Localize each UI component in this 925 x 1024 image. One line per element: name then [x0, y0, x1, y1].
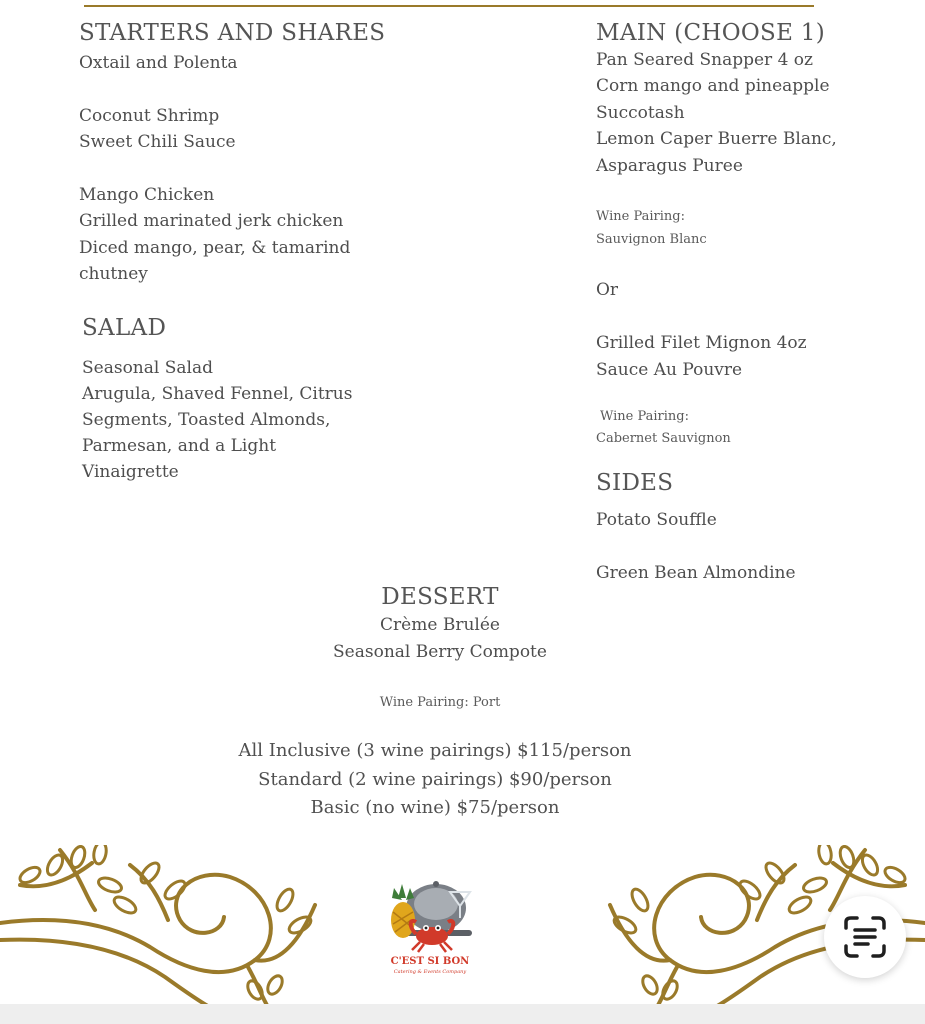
wine-pairing-value: Cabernet Sauvignon — [596, 431, 731, 446]
left-flourish-ornament — [0, 845, 320, 1010]
or-separator: Or — [596, 280, 619, 300]
sides-heading: SIDES — [596, 470, 674, 496]
dessert-wine-pairing: Wine Pairing: Port — [379, 695, 501, 710]
top-divider — [84, 5, 814, 7]
dessert-line: Crème Brulée — [380, 615, 500, 635]
salad-line: Vinaigrette — [82, 462, 179, 482]
salad-line: Arugula, Shaved Fennel, Citrus — [82, 384, 353, 404]
main-option-line: Succotash — [596, 103, 685, 123]
bottom-edge-band — [0, 1004, 925, 1024]
crab-pineapple-cloche-logo — [380, 876, 480, 976]
price-all-inclusive: All Inclusive (3 wine pairings) $115/person — [238, 740, 632, 761]
salad-line: Parmesan, and a Light — [82, 436, 277, 456]
wine-pairing-label: Wine Pairing: — [596, 209, 686, 224]
starters-heading: STARTERS AND SHARES — [79, 20, 386, 46]
dessert-line: Seasonal Berry Compote — [333, 642, 547, 662]
main-heading: MAIN (CHOOSE 1) — [596, 20, 825, 46]
logo-name: C'EST SI BON — [390, 956, 470, 967]
sides-line: Green Bean Almondine — [596, 563, 796, 583]
starters-line: Grilled marinated jerk chicken — [79, 211, 344, 231]
price-basic: Basic (no wine) $75/person — [310, 797, 560, 818]
main-option-line: Pan Seared Snapper 4 oz — [596, 50, 813, 70]
sides-line: Potato Souffle — [596, 510, 717, 530]
wine-pairing-value: Sauvignon Blanc — [596, 232, 707, 247]
dessert-heading: DESSERT — [381, 584, 499, 610]
price-standard: Standard (2 wine pairings) $90/person — [258, 769, 612, 790]
starters-line: chutney — [79, 264, 148, 284]
main-option-line: Sauce Au Pouvre — [596, 360, 743, 380]
salad-line: Segments, Toasted Almonds, — [82, 410, 331, 430]
main-option-line: Grilled Filet Mignon 4oz — [596, 333, 807, 353]
starters-line: Diced mango, pear, & tamarind — [79, 238, 351, 258]
salad-line: Seasonal Salad — [82, 358, 213, 378]
main-option-line: Asparagus Puree — [596, 156, 743, 176]
starters-line: Coconut Shrimp — [79, 106, 220, 126]
main-option-line: Lemon Caper Buerre Blanc, — [596, 129, 837, 149]
starters-line: Oxtail and Polenta — [79, 53, 238, 73]
salad-heading: SALAD — [82, 315, 167, 341]
logo-tagline: Catering & Events Company — [393, 969, 467, 975]
starters-line: Sweet Chili Sauce — [79, 132, 236, 152]
text-scan-icon — [842, 914, 888, 960]
text-scan-button[interactable] — [824, 896, 906, 978]
main-option-line: Corn mango and pineapple — [596, 76, 830, 96]
wine-pairing-label: Wine Pairing: — [600, 409, 690, 424]
starters-line: Mango Chicken — [79, 185, 215, 205]
